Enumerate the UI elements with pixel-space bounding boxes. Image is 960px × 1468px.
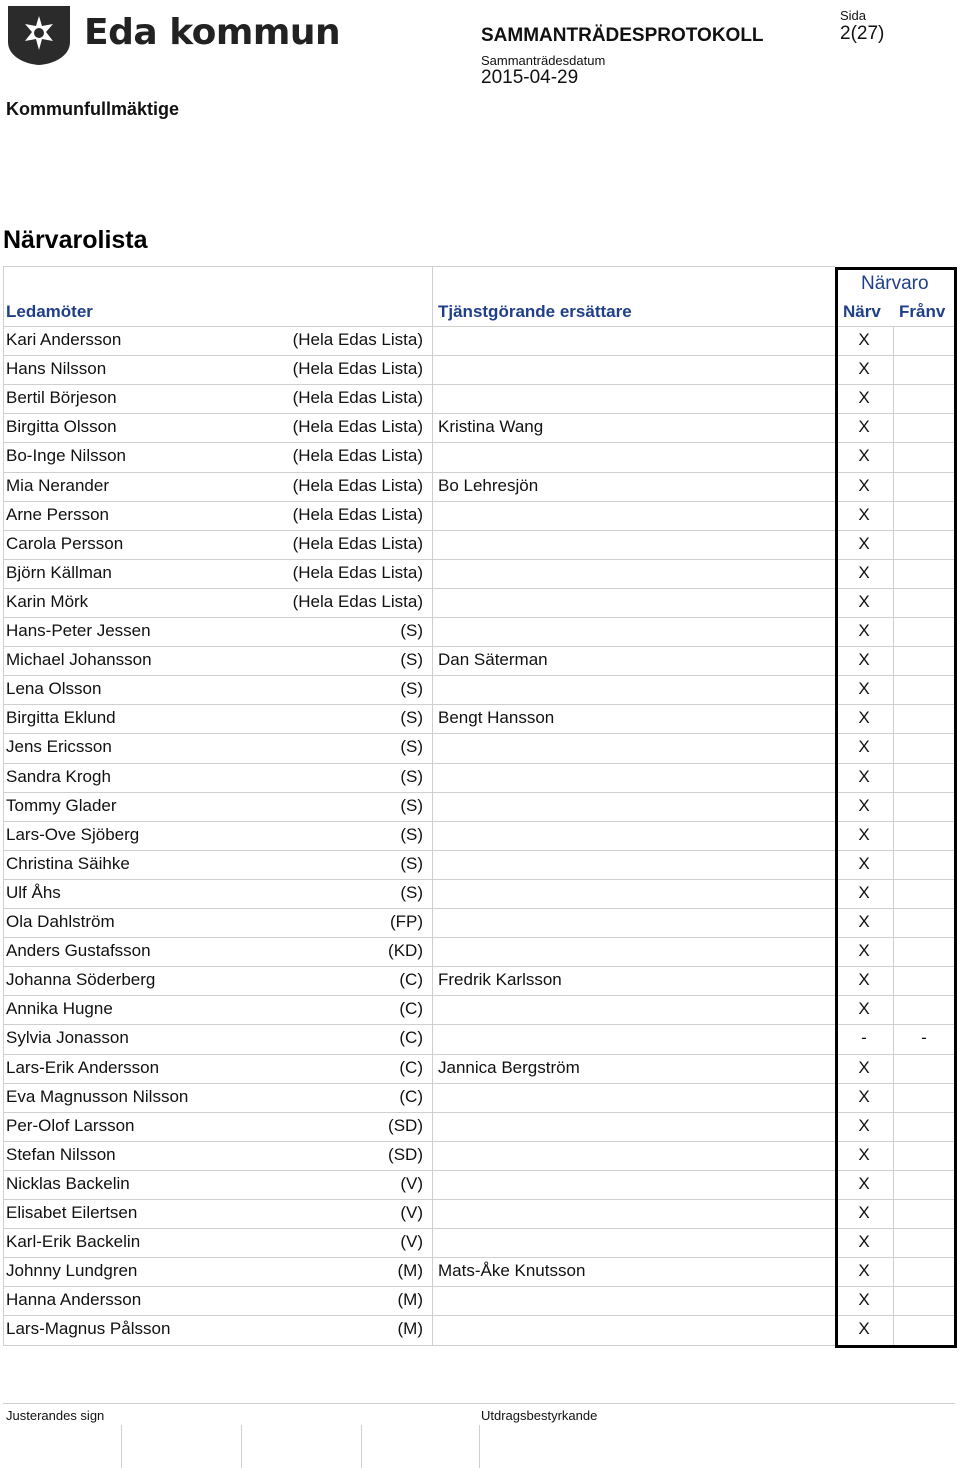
present-mark: X [858, 417, 870, 437]
date-label: Sammanträdesdatum [481, 53, 606, 68]
signature-box-divider [241, 1425, 242, 1468]
substitute-name: Fredrik Karlsson [438, 970, 562, 990]
present-mark: X [858, 562, 870, 582]
member-name: Christina Säihke [6, 853, 130, 873]
meeting-date: 2015-04-29 [481, 67, 579, 88]
present-mark: X [858, 824, 870, 844]
table-row [0, 850, 960, 879]
party-label: (V) [400, 1232, 423, 1252]
party-label: (S) [400, 766, 423, 786]
table-row [0, 1083, 960, 1112]
signature-box-divider [361, 1425, 362, 1468]
member-name: Birgitta Olsson [6, 417, 117, 437]
member-name: Björn Källman [6, 562, 112, 582]
member-name: Johnny Lundgren [6, 1261, 138, 1281]
table-row [0, 442, 960, 471]
signature-box-divider [121, 1425, 122, 1468]
table-row [0, 995, 960, 1024]
member-name: Anders Gustafsson [6, 941, 151, 961]
party-label: (M) [397, 1319, 423, 1339]
party-label: (SD) [388, 1144, 423, 1164]
table-row [0, 1170, 960, 1199]
present-mark: X [858, 330, 870, 349]
table-row [0, 821, 960, 850]
present-mark: X [858, 1144, 870, 1164]
party-label: (Hela Edas Lista) [292, 446, 423, 466]
substitute-name: Bo Lehresjön [438, 475, 539, 495]
member-name: Lars-Erik Andersson [6, 1057, 160, 1077]
table-row [0, 384, 960, 413]
table-row [0, 908, 960, 937]
party-label: (Hela Edas Lista) [292, 417, 423, 437]
present-mark: X [858, 882, 870, 902]
present-mark: X [858, 708, 870, 728]
table-row [0, 966, 960, 995]
present-mark: X [858, 1086, 870, 1106]
absent-mark: - [921, 1028, 927, 1048]
present-mark: X [858, 766, 870, 786]
member-name: Nicklas Backelin [6, 1173, 130, 1193]
party-label: (Hela Edas Lista) [292, 533, 423, 553]
member-name: Bertil Börjeson [6, 388, 117, 408]
coat-of-arms-icon [6, 4, 72, 66]
eda-kommun-logo [6, 4, 341, 66]
party-label: (V) [400, 1203, 423, 1222]
party-label: (S) [400, 737, 423, 757]
party-label: (C) [399, 1057, 423, 1077]
present-mark: X [858, 650, 870, 670]
member-name: Hans-Peter Jessen [6, 621, 151, 640]
substitute-name: Bengt Hansson [438, 708, 555, 728]
present-mark: X [858, 621, 870, 640]
substitutes-column-header: Tjänstgörande ersättare [438, 302, 632, 321]
member-name: Carola Persson [6, 533, 124, 553]
party-label: (S) [400, 679, 423, 699]
present-mark: X [858, 853, 870, 873]
party-label: (S) [400, 882, 423, 902]
substitute-name: Kristina Wang [438, 417, 544, 437]
extract-label: Utdragsbestyrkande [481, 1408, 598, 1423]
party-label: (M) [397, 1290, 423, 1310]
member-name: Michael Johansson [6, 650, 152, 670]
table-row [0, 1199, 960, 1228]
table-row [0, 1315, 960, 1344]
member-name: Sylvia Jonasson [6, 1028, 129, 1048]
table-row [0, 326, 960, 355]
present-mark: X [858, 359, 870, 379]
present-column-header: Närv [843, 302, 881, 321]
table-row [0, 413, 960, 442]
present-mark: X [858, 1232, 870, 1252]
present-mark: - [861, 1028, 867, 1048]
present-mark: X [858, 941, 870, 961]
table-row [0, 1054, 960, 1083]
party-label: (Hela Edas Lista) [292, 562, 423, 582]
party-label: (S) [400, 824, 423, 844]
present-mark: X [858, 1319, 870, 1339]
present-mark: X [858, 970, 870, 990]
member-name: Kari Andersson [6, 330, 122, 349]
page-title: Närvarolista [3, 226, 148, 254]
member-name: Mia Nerander [6, 475, 109, 495]
party-label: (SD) [388, 1115, 423, 1135]
page-label: Sida [840, 8, 867, 23]
present-mark: X [858, 446, 870, 466]
present-mark: X [858, 999, 870, 1019]
substitute-name: Mats-Åke Knutsson [438, 1261, 586, 1281]
member-name: Lars-Magnus Pålsson [6, 1319, 171, 1339]
party-label: (S) [400, 650, 423, 670]
member-name: Ulf Åhs [6, 882, 61, 902]
absent-column-header: Frånv [899, 302, 946, 321]
presence-group-header: Närvaro [861, 273, 929, 294]
present-mark: X [858, 737, 870, 757]
party-label: (M) [397, 1261, 423, 1281]
party-label: (S) [400, 853, 423, 873]
present-mark: X [858, 1290, 870, 1310]
member-name: Per-Olof Larsson [6, 1115, 135, 1135]
member-name: Karin Mörk [6, 591, 89, 611]
table-row [0, 704, 960, 733]
page-number: 2(27) [840, 23, 885, 44]
present-mark: X [858, 388, 870, 408]
member-name: Karl-Erik Backelin [6, 1232, 141, 1252]
member-name: Eva Magnusson Nilsson [6, 1086, 189, 1106]
present-mark: X [858, 912, 870, 931]
party-label: (Hela Edas Lista) [292, 330, 423, 349]
member-name: Annika Hugne [6, 999, 113, 1019]
member-name: Ola Dahlström [6, 912, 115, 931]
present-mark: X [858, 1115, 870, 1135]
table-row [0, 937, 960, 966]
member-name: Bo-Inge Nilsson [6, 446, 127, 466]
party-label: (Hela Edas Lista) [292, 388, 423, 408]
present-mark: X [858, 591, 870, 611]
present-mark: X [858, 1173, 870, 1193]
table-row [0, 530, 960, 559]
table-row [0, 472, 960, 501]
party-label: (C) [399, 1028, 423, 1048]
party-label: (S) [400, 621, 423, 640]
table-row [0, 1257, 960, 1286]
table-row [0, 763, 960, 792]
table-row [0, 1286, 960, 1315]
member-name: Tommy Glader [6, 795, 117, 815]
member-name: Arne Persson [6, 504, 109, 524]
party-label: (V) [400, 1173, 423, 1193]
present-mark: X [858, 1203, 870, 1222]
present-mark: X [858, 795, 870, 815]
row-divider [3, 1345, 955, 1346]
party-label: (KD) [388, 941, 423, 961]
substitute-name: Jannica Bergström [438, 1057, 580, 1077]
member-name: Stefan Nilsson [6, 1144, 116, 1164]
member-name: Lena Olsson [6, 679, 102, 699]
table-row [0, 1112, 960, 1141]
table-row [0, 1024, 960, 1053]
member-name: Hans Nilsson [6, 359, 107, 379]
table-row [0, 1228, 960, 1257]
party-label: (Hela Edas Lista) [292, 359, 423, 379]
party-label: (FP) [389, 912, 423, 931]
table-row [0, 1141, 960, 1170]
party-label: (S) [400, 795, 423, 815]
table-row [0, 559, 960, 588]
table-row [0, 733, 960, 762]
party-label: (C) [399, 1086, 423, 1106]
table-row [0, 355, 960, 384]
party-label: (C) [399, 999, 423, 1019]
present-mark: X [858, 1057, 870, 1077]
member-name: Johanna Söderberg [6, 970, 156, 990]
present-mark: X [858, 504, 870, 524]
member-name: Elisabet Eilertsen [6, 1203, 138, 1222]
table-row [0, 879, 960, 908]
member-name: Sandra Krogh [6, 766, 111, 786]
present-mark: X [858, 679, 870, 699]
party-label: (Hela Edas Lista) [292, 504, 423, 524]
sign-label: Justerandes sign [6, 1408, 105, 1423]
table-row [0, 588, 960, 617]
footer-divider [3, 1403, 955, 1404]
signature-box-divider [479, 1425, 480, 1468]
document-type: SAMMANTRÄDESPROTOKOLL [481, 25, 764, 46]
party-label: (C) [399, 970, 423, 990]
party-label: (Hela Edas Lista) [292, 475, 423, 495]
table-row [0, 646, 960, 675]
table-row [0, 617, 960, 646]
present-mark: X [858, 1261, 870, 1281]
party-label: (S) [400, 708, 423, 728]
table-row [0, 792, 960, 821]
present-mark: X [858, 475, 870, 495]
party-label: (Hela Edas Lista) [292, 591, 423, 611]
member-name: Jens Ericsson [6, 737, 112, 757]
assembly-name: Kommunfullmäktige [6, 99, 180, 119]
members-column-header: Ledamöter [6, 302, 93, 321]
member-name: Hanna Andersson [6, 1290, 142, 1310]
org-name: Eda kommun [84, 12, 341, 53]
table-row [0, 501, 960, 530]
member-name: Birgitta Eklund [6, 708, 116, 728]
substitute-name: Dan Säterman [438, 650, 548, 670]
present-mark: X [858, 533, 870, 553]
table-row [0, 675, 960, 704]
member-name: Lars-Ove Sjöberg [6, 824, 140, 844]
